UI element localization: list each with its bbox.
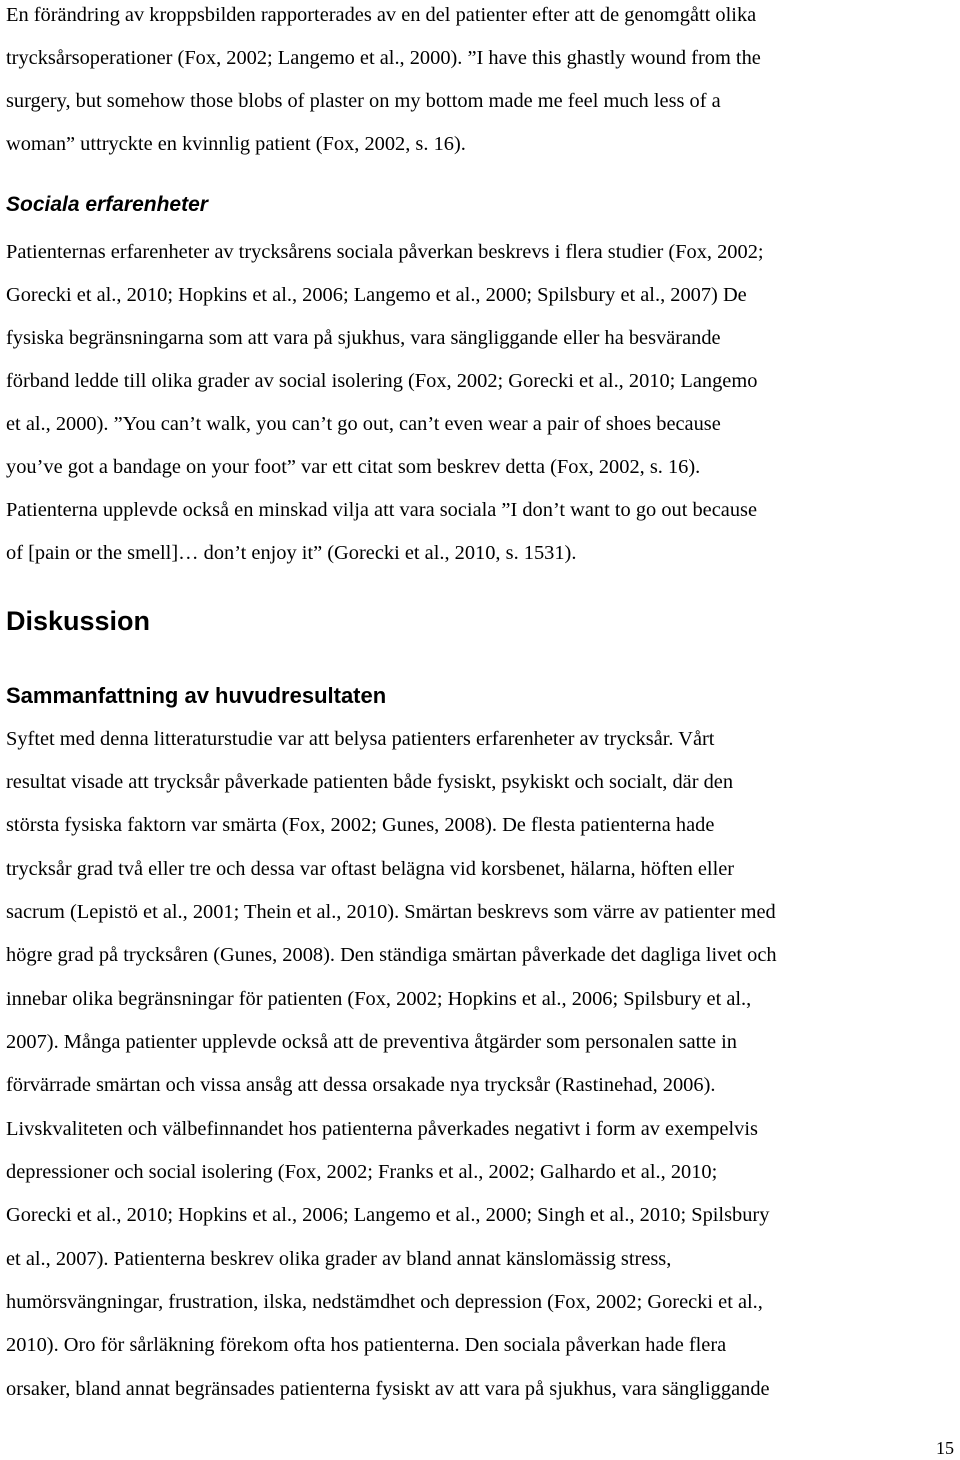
text-line: 2007). Många patienter upplevde också att de preventiva åtgärder som personalen satte in: [6, 1031, 737, 1053]
text-line: Gorecki et al., 2010; Hopkins et al., 2006; Langemo et al., 2000; Spilsbury et al., 2007) De: [6, 284, 747, 306]
text-line: you’ve got a bandage on your foot” var ett citat som beskrev detta (Fox, 2002, s. 16).: [6, 456, 701, 478]
text-line: 2010). Oro för sårläkning förekom ofta hos patienterna. Den sociala påverkan hade flera: [6, 1334, 727, 1356]
text-line: trycksår grad två eller tre och dessa var oftast belägna vid korsbenet, hälarna, höften eller: [6, 858, 735, 880]
text-line: resultat visade att trycksår påverkade patienten både fysiskt, psykiskt och socialt, där den: [6, 771, 734, 793]
text-line: En förändring av kroppsbilden rapporterades av en del patienter efter att de genomgått olika: [6, 4, 757, 26]
text-line: et al., 2007). Patienterna beskrev olika grader av bland annat känslomässig stress,: [6, 1248, 672, 1270]
text-line: fysiska begränsningarna som att vara på sjukhus, vara sängliggande eller ha besvärande: [6, 327, 721, 349]
text-line: Syftet med denna litteraturstudie var att belysa patienters erfarenheter av trycksår. Vårt: [6, 728, 715, 750]
text-line: of [pain or the smell]… don’t enjoy it” (Gorecki et al., 2010, s. 1531).: [6, 542, 577, 564]
text-line: Gorecki et al., 2010; Hopkins et al., 2006; Langemo et al., 2000; Singh et al., 2010; Spilsbury: [6, 1204, 770, 1226]
text-line: sacrum (Lepistö et al., 2001; Thein et al., 2010). Smärtan beskrevs som värre av patienter med: [6, 901, 776, 923]
text-line: Livskvaliteten och välbefinnandet hos patienterna påverkades negativt i form av exempelvis: [6, 1118, 758, 1140]
text-line: Patienternas erfarenheter av trycksårens sociala påverkan beskrevs i flera studier (Fox, 2002;: [6, 241, 764, 263]
text-line: surgery, but somehow those blobs of plaster on my bottom made me feel much less of a: [6, 90, 721, 112]
chapter-heading-diskussion: Diskussion: [6, 606, 151, 636]
text-line: et al., 2000). ”You can’t walk, you can’t go out, can’t even wear a pair of shoes because: [6, 413, 721, 435]
text-line: innebar olika begränsningar för patienten (Fox, 2002; Hopkins et al., 2006; Spilsbury et al.,: [6, 988, 752, 1010]
text-line: depressioner och social isolering (Fox, 2002; Franks et al., 2002; Galhardo et al., 2010;: [6, 1161, 718, 1183]
page-number: 15: [936, 1438, 954, 1458]
text-line: Patienterna upplevde också en minskad vilja att vara sociala ”I don’t want to go out because: [6, 499, 757, 521]
text-line: största fysiska faktorn var smärta (Fox, 2002; Gunes, 2008). De flesta patienterna hade: [6, 814, 715, 836]
text-line: förband ledde till olika grader av social isolering (Fox, 2002; Gorecki et al., 2010; Langemo: [6, 370, 758, 392]
text-line: trycksårsoperationer (Fox, 2002; Langemo et al., 2000). ”I have this ghastly wound from the: [6, 47, 761, 69]
text-line: humörsvängningar, frustration, ilska, nedstämdhet och depression (Fox, 2002; Gorecki et al.,: [6, 1291, 763, 1313]
text-line: förvärrade smärtan och vissa ansåg att dessa orsakade nya trycksår (Rastinehad, 2006).: [6, 1074, 716, 1096]
text-line: högre grad på trycksåren (Gunes, 2008). Den ständiga smärtan påverkade det dagliga livet och: [6, 944, 777, 966]
section-heading-sociala: Sociala erfarenheter: [6, 193, 208, 216]
text-line: woman” uttryckte en kvinnlig patient (Fox, 2002, s. 16).: [6, 133, 466, 155]
text-line: orsaker, bland annat begränsades patienterna fysiskt av att vara på sjukhus, vara sängliggande: [6, 1378, 770, 1400]
section-heading-sammanfattning: Sammanfattning av huvudresultaten: [6, 683, 387, 708]
